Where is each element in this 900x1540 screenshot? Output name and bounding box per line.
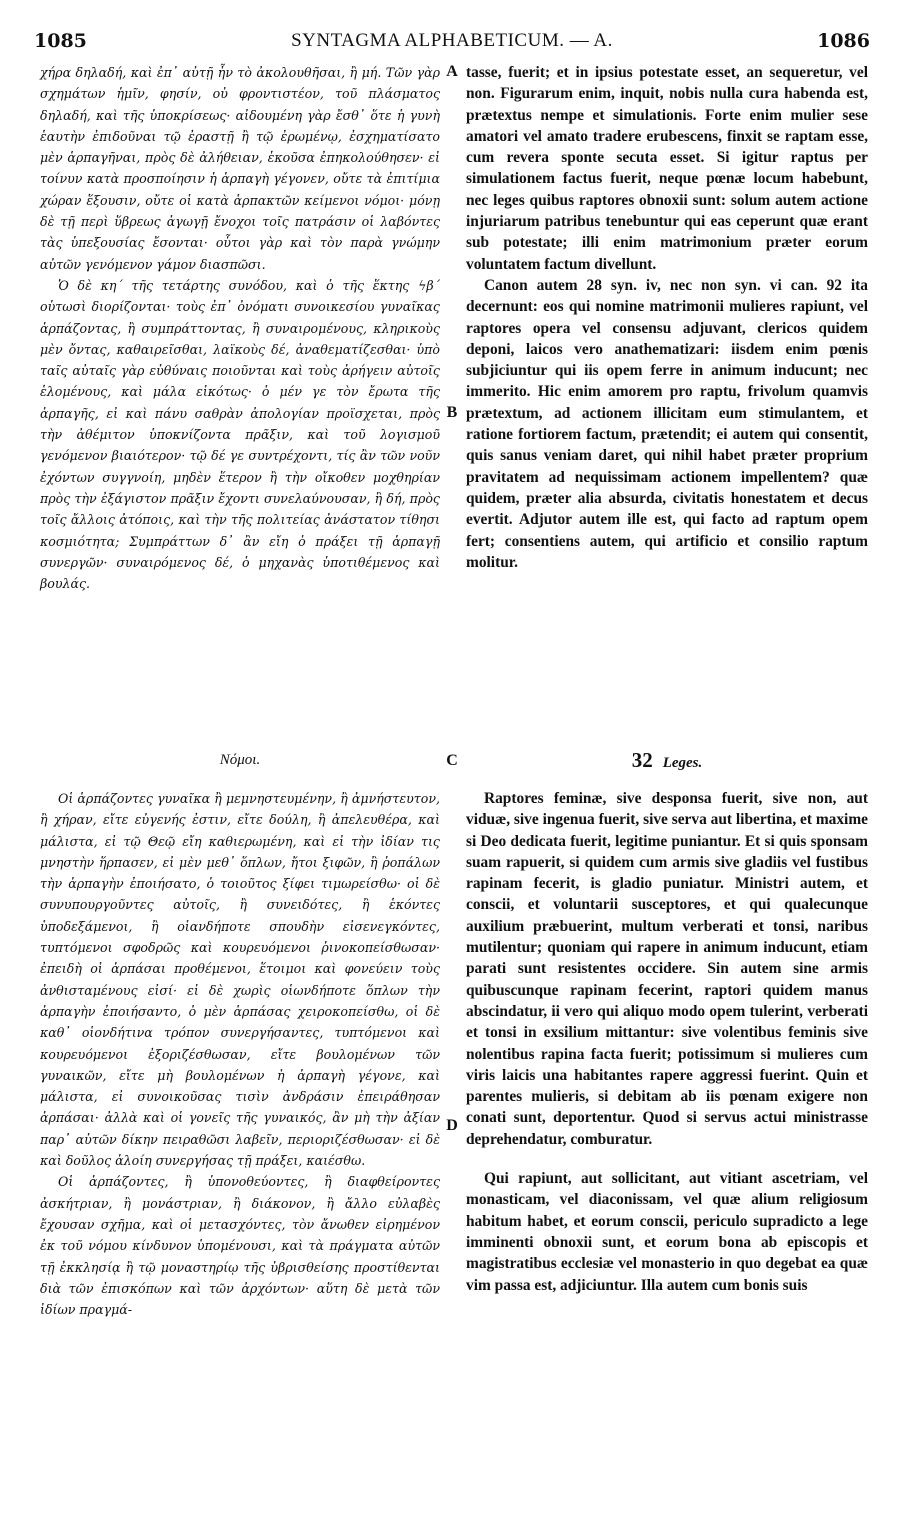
latin-column-lower <box>466 788 868 1296</box>
page-header <box>34 30 870 60</box>
greek-column-lower <box>40 788 440 1320</box>
greek-paragraph-3: Οἱ ἁρπάζοντες γυναῖκα ἢ μεμνηστευμένην, ἢ ἀμνήστευτον, ἢ χήραν, εἴτε εὐγενής ἐστιν, εἴτε δούλη, ἢ ἀπελευθέρα, καὶ μάλιστα, εἰ τῷ Θεῷ εἴη καθιερωμένη, καὶ εἰ τὴν ἰδίαν τις μνηστὴν ἥρπασεν, εἰ μὲν μεθ᾽ ὅπλων, ἤτοι ξιφῶν, ἢ ῥοπάλων τὴν ἁρπαγὴν ἐποιήσατο, ὁ τοιοῦτος ξίφει τιμωρείσθω· οἱ δὲ συνυπουργοῦντες αὐτοῖς, ἢ συνειδότες, ἢ ἑκόντες ὑποδεξάμενοι, ἢ οἱανδήποτε σπουδὴν εἰσενεγκόντες, τυπτόμενοι σφοδρῶς καὶ κουρευόμενοι ῥινοκοπείσθωσαν· ἐπειδὴ οἱ ἁρπάσαι προθέμενοι, ἕτοιμοι καὶ φονεύειν τοὺς ἀνθισταμένους εἰσί· εἰ δὲ χωρὶς οἱωνδήποτε ὅπλων τὴν ἁρπαγὴν ἐποιήσαντο, ὁ μὲν ἁρπάσας χειροκοπείσθω, οἱ δὲ καθ᾽ οἱονδήτινα τρόπον συνεργήσαντες, τυπτόμενοι καὶ κουρευόμενοι ἐξοριζέσθωσαν, εἴτε βουλομένων τῶν γυναικῶν, εἴτε μὴ βουλομένων ἡ ἁρπαγὴ γέγονε, καὶ μάλιστα, εἰ συνοικοῦσας τισὶν ἀνδράσιν ἐπειράθησαν ἁρπάσαι· ἀλλὰ καὶ οἱ γονεῖς τῆς γυναικός, ἂν μὴ τὴν ἀξίαν παρ᾽ αὐτῶν δίκην πειραθῶσι λαβεῖν, περιοριζέσθωσαν· εἰ δὲ καὶ δοῦλος ἁλοίη συνεργήσας τῇ πράξει, καιέσθω. <box>40 791 440 1169</box>
latin-column-upper <box>466 62 868 573</box>
greek-column-upper <box>40 62 440 594</box>
greek-paragraph-2: Ὁ δὲ κη´ τῆς τετάρτης συνόδου, καὶ ὁ τῆς ἕκτης ϟβ´ οὑτωσὶ διορίζονται· τοὺς ἐπ᾽ ὀνόματι συνοικεσίου γυναῖκας ἁρπάζοντας, ἢ συμπράττοντας, ἢ συναιρομένους, κληρικοὺς μὲν ὄντας, καθαιρεῖσθαι, λαϊκοὺς δέ, ἀναθεματίζεσθαι· ὑπὸ ταῖς αὐταῖς γὰρ εὐθύναις ποιοῦνται καὶ τοὺς ἀρήγειν αὐτοῖς ἑλομένους, καὶ μάλα εἰκότως· ὁ μέν γε τὸν ἔρωτα τῆς ἁρπαγῆς, εἰ καὶ πάνυ σαθρὰν ἀπολογίαν προϊσχεται, πρὸς τὴν ἀθέμιτον ὑποκνίζοντα πρᾶξιν, καὶ τοῦ λογισμοῦ γενόμενον βιαιότερον· τῷ δέ γε συντρέχοντι, τίς ἂν τῶν νοῦν ἐχόντων συγγνοίη, μηδὲν ἕτερον ἢ τὴν οἴκοθεν μοχθηρίαν πρὸς τὴν ἐξάγιστον πρᾶξιν ἔχοντι συνελαύνουσαν, ἣ δή, πρὸς τοῖς ἄλλοις ἀτόποις, καὶ τὴν τῆς πολιτείας ἀνάστατον τίθησι κοσμιότητα; Συμπράττων δ᾽ ἂν εἴη ὁ πράξει τῇ ἁρπαγῇ συνεργῶν· συναιρόμενος δέ, ὁ μηχανὰς ὑποτιθέμενος καὶ βουλάς. <box>40 277 440 592</box>
page-number-right: 1086 <box>817 30 870 52</box>
margin-letter-b: B <box>446 404 458 421</box>
running-title: SYNTAGMA ALPHABETICUM. — A. <box>291 30 613 51</box>
section-heading-greek: Νόμοι. <box>219 752 261 768</box>
section-title: Leges. <box>662 755 703 771</box>
margin-letter-a: A <box>446 63 458 80</box>
margin-letter-d: D <box>446 1117 458 1134</box>
page-number-left: 1085 <box>34 30 87 52</box>
margin-letter-c: C <box>446 752 458 769</box>
greek-paragraph-4: Οἱ ἁρπάζοντες, ἢ ὑπονοθεύοντες, ἢ διαφθείροντες ἀσκήτριαν, ἢ μονάστριαν, ἢ διάκονον, ἢ ἄλλο εὐλαβὲς ἔχουσαν σχῆμα, καὶ οἱ μετασχόντες, τὸν ἄνωθεν εἰρημένον ἐκ τοῦ νόμου κίνδυνον ὑπομένουσι, καὶ τὰ πράγματα αὐτῶν τῇ ἐκκλησίᾳ ἢ τῷ μοναστηρίῳ τῆς ὑβρισθείσης προστίθενται διὰ τῶν ἐπισκόπων καὶ τῶν ἀρχόντων· αὕτη δὲ μετὰ τῶν ἰδίων πραγμά- <box>40 1174 440 1318</box>
section-heading-latin <box>466 748 868 773</box>
latin-paragraph-4: Qui rapiunt, aut sollicitant, aut vitiant ascetriam, vel monasticam, vel diaconissam, vel quæ alium religiosum habitum habet, et eorum conscii, periculo supradicto a lege imminenti obnoxii sunt, et eorum bona ab episcopis et magistratibus ecclesiæ vel monasterio in quo degebat ea quæ vim passa est, adjiciuntur. Illa autem cum bonis suis <box>466 1170 868 1294</box>
greek-paragraph-1: χήρα δηλαδή, καὶ ἐπ᾽ αὐτῇ ἦν τὸ ἀκολουθῆσαι, ἢ μή. Τῶν γὰρ σχημάτων ἡμῖν, φησίν, οὐ φροντιστέον, τοῦ πλάσματος δηλαδή, καὶ τῆς ὑποκρίσεως· αἰδουμένη γὰρ ἔσθ᾽ ὅτε ἡ γυνὴ ἑαυτὴν ἐπιδοῦναι τῷ ἐραστῇ ἢ τῷ ἐρωμένῳ, ἐσχηματίσατο μὲν ἁρπαγῆναι, πρὸς δὲ ἀλήθειαν, ἑκοῦσα ἐπηκολούθησεν· εἰ τοίνυν κατὰ προσποίησιν ἡ ἁρπαγὴ γέγονεν, οὔτε τὰ ἐπιτίμια χώραν ἕξουσιν, οὔτε οἱ κατὰ ἁρπακτῶν κείμενοι νόμοι· μόνῃ δὲ τῇ περὶ ὕβρεως ἀγωγῇ ἔνοχοι τοῖς πατράσιν οἱ λαβόντες τὰς ὑπεξουσίας ἔσονται· οὗτοι γὰρ καὶ τὸν παρὰ γνώμην αὐτῶν γενόμενον γάμον διασπῶσι. <box>40 65 440 272</box>
latin-paragraph-1: tasse, fuerit; et in ipsius potestate esset, an sequeretur, vel non. Figurarum enim, inquit, nobis nulla cura habenda est, prætextus nempe et simulationis. Forte enim mulier sese amatori vel amato tradere erubescens, finxit se raptam esse, cum revera sponte secuta esset. Si igitur raptus per simulationem factus fuerit, neque pœnæ locum habebunt, nec leges quibus raptores obnoxii sunt: solum autem actione injuriarum patribus tenebuntur qui eas ceperunt quæ erant sub potestate; illi enim matrimonium præter eorum voluntatem factum divellunt. <box>466 64 868 273</box>
latin-paragraph-2: Canon autem 28 syn. iv, nec non syn. vi can. 92 ita decernunt: eos qui nomine matrimonii mulieres rapiunt, vel raptores opera vel consensu adjuvant, clericos quidem deponi, laicos vero anathematizari: iisdem enim pœnis subjiciuntur qui iis opem ferre in animum inducunt; nec immerito. Hic enim amorem pro raptu, frivolum quamvis prætextum, ad actionem illicitam eum stimulantem, et ratione fortiorem factum, prætendit; ei autem qui consentit, quis sanus veniam daret, qui nihil habet præter proprium pravitatem ad nequissimam actionem impellentem? quæ quidem, præter alia absurda, civitatis honestatem et decus evertit. Adjutor autem ille est, qui facto ad raptum opem fert; consentiens autem, qui artificio et consilio raptum molitur. <box>466 276 868 571</box>
latin-paragraph-3: Raptores feminæ, sive desponsa fuerit, sive non, aut viduæ, sive ingenua fuerit, sive serva aut libertina, et maxime si Deo dedicata fuerit, legitime puniantur. Et si quis sponsam suam rapuerit, si quidem cum armis sive gladiis vel fustibus rapinam fecerit, is gladio puniatur. Ministri autem, et conscii, et voluntarii susceptores, et qui qualecunque auxilium præbuerint, multum verberati et tonsi, naribus mutilentur; quoniam qui rapere in animum inducunt, etiam parati sunt resistentes occidere. Sin autem sine armis quibuscunque rapinam fecerint, raptori quidem manus abscindatur, ii vero qui aliquo modo opem tulerint, verberati et tonsi in exsilium mittantur: sive volentibus feminis sive nolentibus rapina facta fuerit; potissimum si mulieres cum viris laicis una habitantes rapere aggressi fuerint. Quin et parentes mulieris, si debitam ab iis pœnam exigere non conati sunt, deportentur. Quod si servus actui ministrasse deprehendatur, comburatur. <box>466 790 868 1148</box>
section-number: 32 <box>631 748 653 772</box>
